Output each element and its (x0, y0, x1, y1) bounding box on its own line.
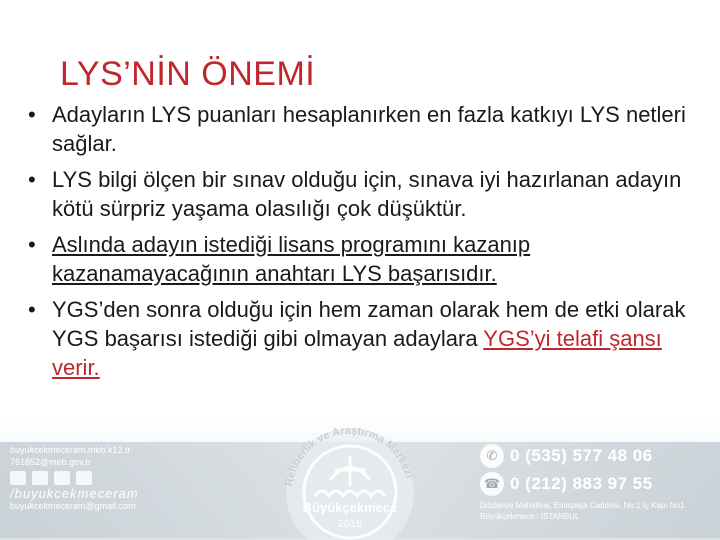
bullet-dot: • (28, 167, 36, 192)
logo-arc-text: Rehberlik ve Araştırma Merkezi (283, 424, 416, 488)
facebook-icon[interactable] (32, 471, 48, 485)
bullet-item (28, 165, 700, 223)
logo-year: 2016 (337, 518, 363, 530)
phone-row-landline (480, 472, 715, 496)
footer-contact-right (480, 444, 715, 522)
bullet-list (28, 100, 700, 389)
bullet-text: LYS bilgi ölçen bir sınav olduğu için, sınava iyi hazırlanan adayın kötü sürpriz yaşama olasılığı çok düşüktür. (52, 167, 682, 221)
bullet-dot: • (28, 102, 36, 127)
bullet-dot: • (28, 297, 36, 322)
instagram-icon[interactable] (76, 471, 92, 485)
phone-icon: ☎ (480, 472, 504, 496)
bullet-text-underlined: Aslında adayın istediği lisans programını kazanıp kazanamayacağının anahtarı LYS başarısıdır. (52, 232, 531, 286)
email-gmail[interactable]: buyukcekmeceram@gmail.com (10, 501, 136, 511)
phone-number-mobile[interactable]: 0 (535) 577 48 06 (510, 446, 653, 465)
slide-title: LYS’NİN ÖNEMİ (60, 55, 316, 93)
website-link[interactable]: buyukcekmeceram.meb.k12.tr (10, 445, 131, 455)
bullet-text: YGS’den sonra olduğu için hem zaman olarak hem de etki olarak YGS başarısı istediği gibi olmayan adaylara (52, 297, 686, 351)
address: Dizdariye Mahallesi, Emirpaşa Caddesi, No:1 İç Kapı No1 Büyükçekmece / İSTANBUL (480, 501, 685, 521)
social-icons (10, 471, 180, 485)
footer-contact-left (10, 444, 180, 512)
bullet-item (28, 230, 700, 288)
youtube-icon[interactable] (10, 471, 26, 485)
phone-row-mobile (480, 444, 715, 468)
twitter-icon[interactable] (54, 471, 70, 485)
social-handle: /buyukcekmeceram (10, 486, 139, 501)
whatsapp-icon: ✆ (480, 444, 504, 468)
bullet-dot: • (28, 232, 36, 257)
bullet-text-highlight: YGS’yi telafi şansı verir. (52, 326, 662, 380)
phone-number-landline[interactable]: 0 (212) 883 97 55 (510, 474, 653, 493)
footer (0, 424, 720, 540)
email-official[interactable]: 761852@meb.gov.tr (10, 457, 92, 467)
bullet-item (28, 295, 700, 382)
logo-name: Büyükçekmece (302, 500, 398, 515)
bullet-item (28, 100, 700, 158)
bullet-text: Adayların LYS puanları hesaplanırken en fazla katkıyı LYS netleri sağlar. (52, 102, 686, 156)
